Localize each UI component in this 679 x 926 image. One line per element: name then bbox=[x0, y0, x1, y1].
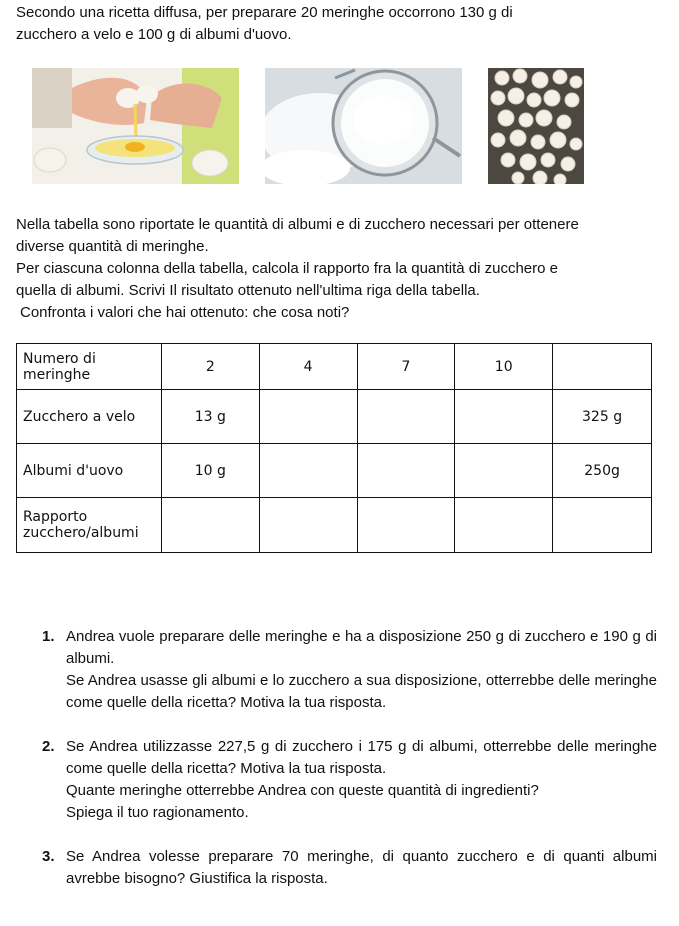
table-cell: 250g bbox=[553, 444, 652, 498]
question-list bbox=[42, 626, 657, 912]
instructions-line: Confronta i valori che hai ottenuto: che cosa noti? bbox=[20, 304, 350, 321]
table-cell: 4 bbox=[259, 344, 357, 390]
meringues-photo bbox=[488, 68, 584, 184]
row-header-meringhe: Numero di meringhe bbox=[17, 344, 162, 390]
intro-text bbox=[16, 2, 666, 46]
ratio-table bbox=[16, 343, 652, 553]
table-cell[interactable] bbox=[357, 390, 455, 444]
table-cell[interactable] bbox=[455, 444, 553, 498]
table-cell bbox=[553, 344, 652, 390]
table-row bbox=[17, 344, 652, 390]
egg-separating-photo bbox=[32, 68, 239, 184]
row-header-rapporto: Rapporto zucchero/albumi bbox=[17, 498, 162, 553]
table-cell[interactable] bbox=[553, 498, 652, 553]
table-cell[interactable] bbox=[357, 444, 455, 498]
powdered-sugar-sieve-photo bbox=[265, 68, 462, 184]
table-cell[interactable] bbox=[357, 498, 455, 553]
question-text: Se Andrea volesse preparare 70 meringhe, di quanto zucchero e di quanti albumi avrebbe bisogno? Giustifica la risposta. bbox=[66, 848, 657, 887]
table-cell: 10 bbox=[455, 344, 553, 390]
instructions-line: quella di albumi. Scrivi Il risultato ottenuto nell'ultima riga della tabella. bbox=[16, 282, 480, 299]
row-header-zucchero: Zucchero a velo bbox=[17, 390, 162, 444]
question-text: Se Andrea usasse gli albumi e lo zucchero a sua disposizione, otterrebbe delle meringhe come quelle della ricetta? Motiva la tua risposta. bbox=[66, 672, 657, 711]
row-header-albumi: Albumi d'uovo bbox=[17, 444, 162, 498]
photo-strip bbox=[0, 68, 679, 184]
table-cell: 2 bbox=[161, 344, 259, 390]
table-cell[interactable] bbox=[259, 390, 357, 444]
table-cell[interactable] bbox=[259, 444, 357, 498]
question-number: 3. bbox=[42, 848, 55, 865]
instructions-line: Per ciascuna colonna della tabella, calcola il rapporto fra la quantità di zucchero e bbox=[16, 260, 558, 277]
table-row bbox=[17, 498, 652, 553]
question-number: 1. bbox=[42, 628, 55, 645]
instructions-line: Nella tabella sono riportate le quantità di albumi e di zucchero necessari per ottenere bbox=[16, 216, 579, 233]
question-number: 2. bbox=[42, 738, 55, 755]
table-cell[interactable] bbox=[455, 498, 553, 553]
intro-line: zucchero a velo e 100 g di albumi d'uovo. bbox=[16, 26, 292, 43]
question-text: Quante meringhe otterrebbe Andrea con queste quantità di ingredienti? bbox=[66, 782, 539, 799]
table-cell[interactable] bbox=[259, 498, 357, 553]
question-1 bbox=[42, 626, 657, 714]
table-cell[interactable] bbox=[455, 390, 553, 444]
table-cell: 325 g bbox=[553, 390, 652, 444]
table-row bbox=[17, 444, 652, 498]
intro-line: Secondo una ricetta diffusa, per preparare 20 meringhe occorrono 130 g di bbox=[16, 4, 513, 21]
table-cell: 13 g bbox=[161, 390, 259, 444]
table-cell: 7 bbox=[357, 344, 455, 390]
table-cell: 10 g bbox=[161, 444, 259, 498]
question-text: Spiega il tuo ragionamento. bbox=[66, 804, 249, 821]
table-cell[interactable] bbox=[161, 498, 259, 553]
question-2 bbox=[42, 736, 657, 824]
table-row bbox=[17, 390, 652, 444]
instructions-line: diverse quantità di meringhe. bbox=[16, 238, 209, 255]
question-3 bbox=[42, 846, 657, 890]
instructions-paragraph bbox=[16, 214, 661, 324]
question-text: Se Andrea utilizzasse 227,5 g di zucchero i 175 g di albumi, otterrebbe delle meringhe come quelle della ricetta? Motiva la tua risposta. bbox=[66, 738, 657, 777]
question-text: Andrea vuole preparare delle meringhe e ha a disposizione 250 g di zucchero e 190 g di albumi. bbox=[66, 628, 657, 667]
